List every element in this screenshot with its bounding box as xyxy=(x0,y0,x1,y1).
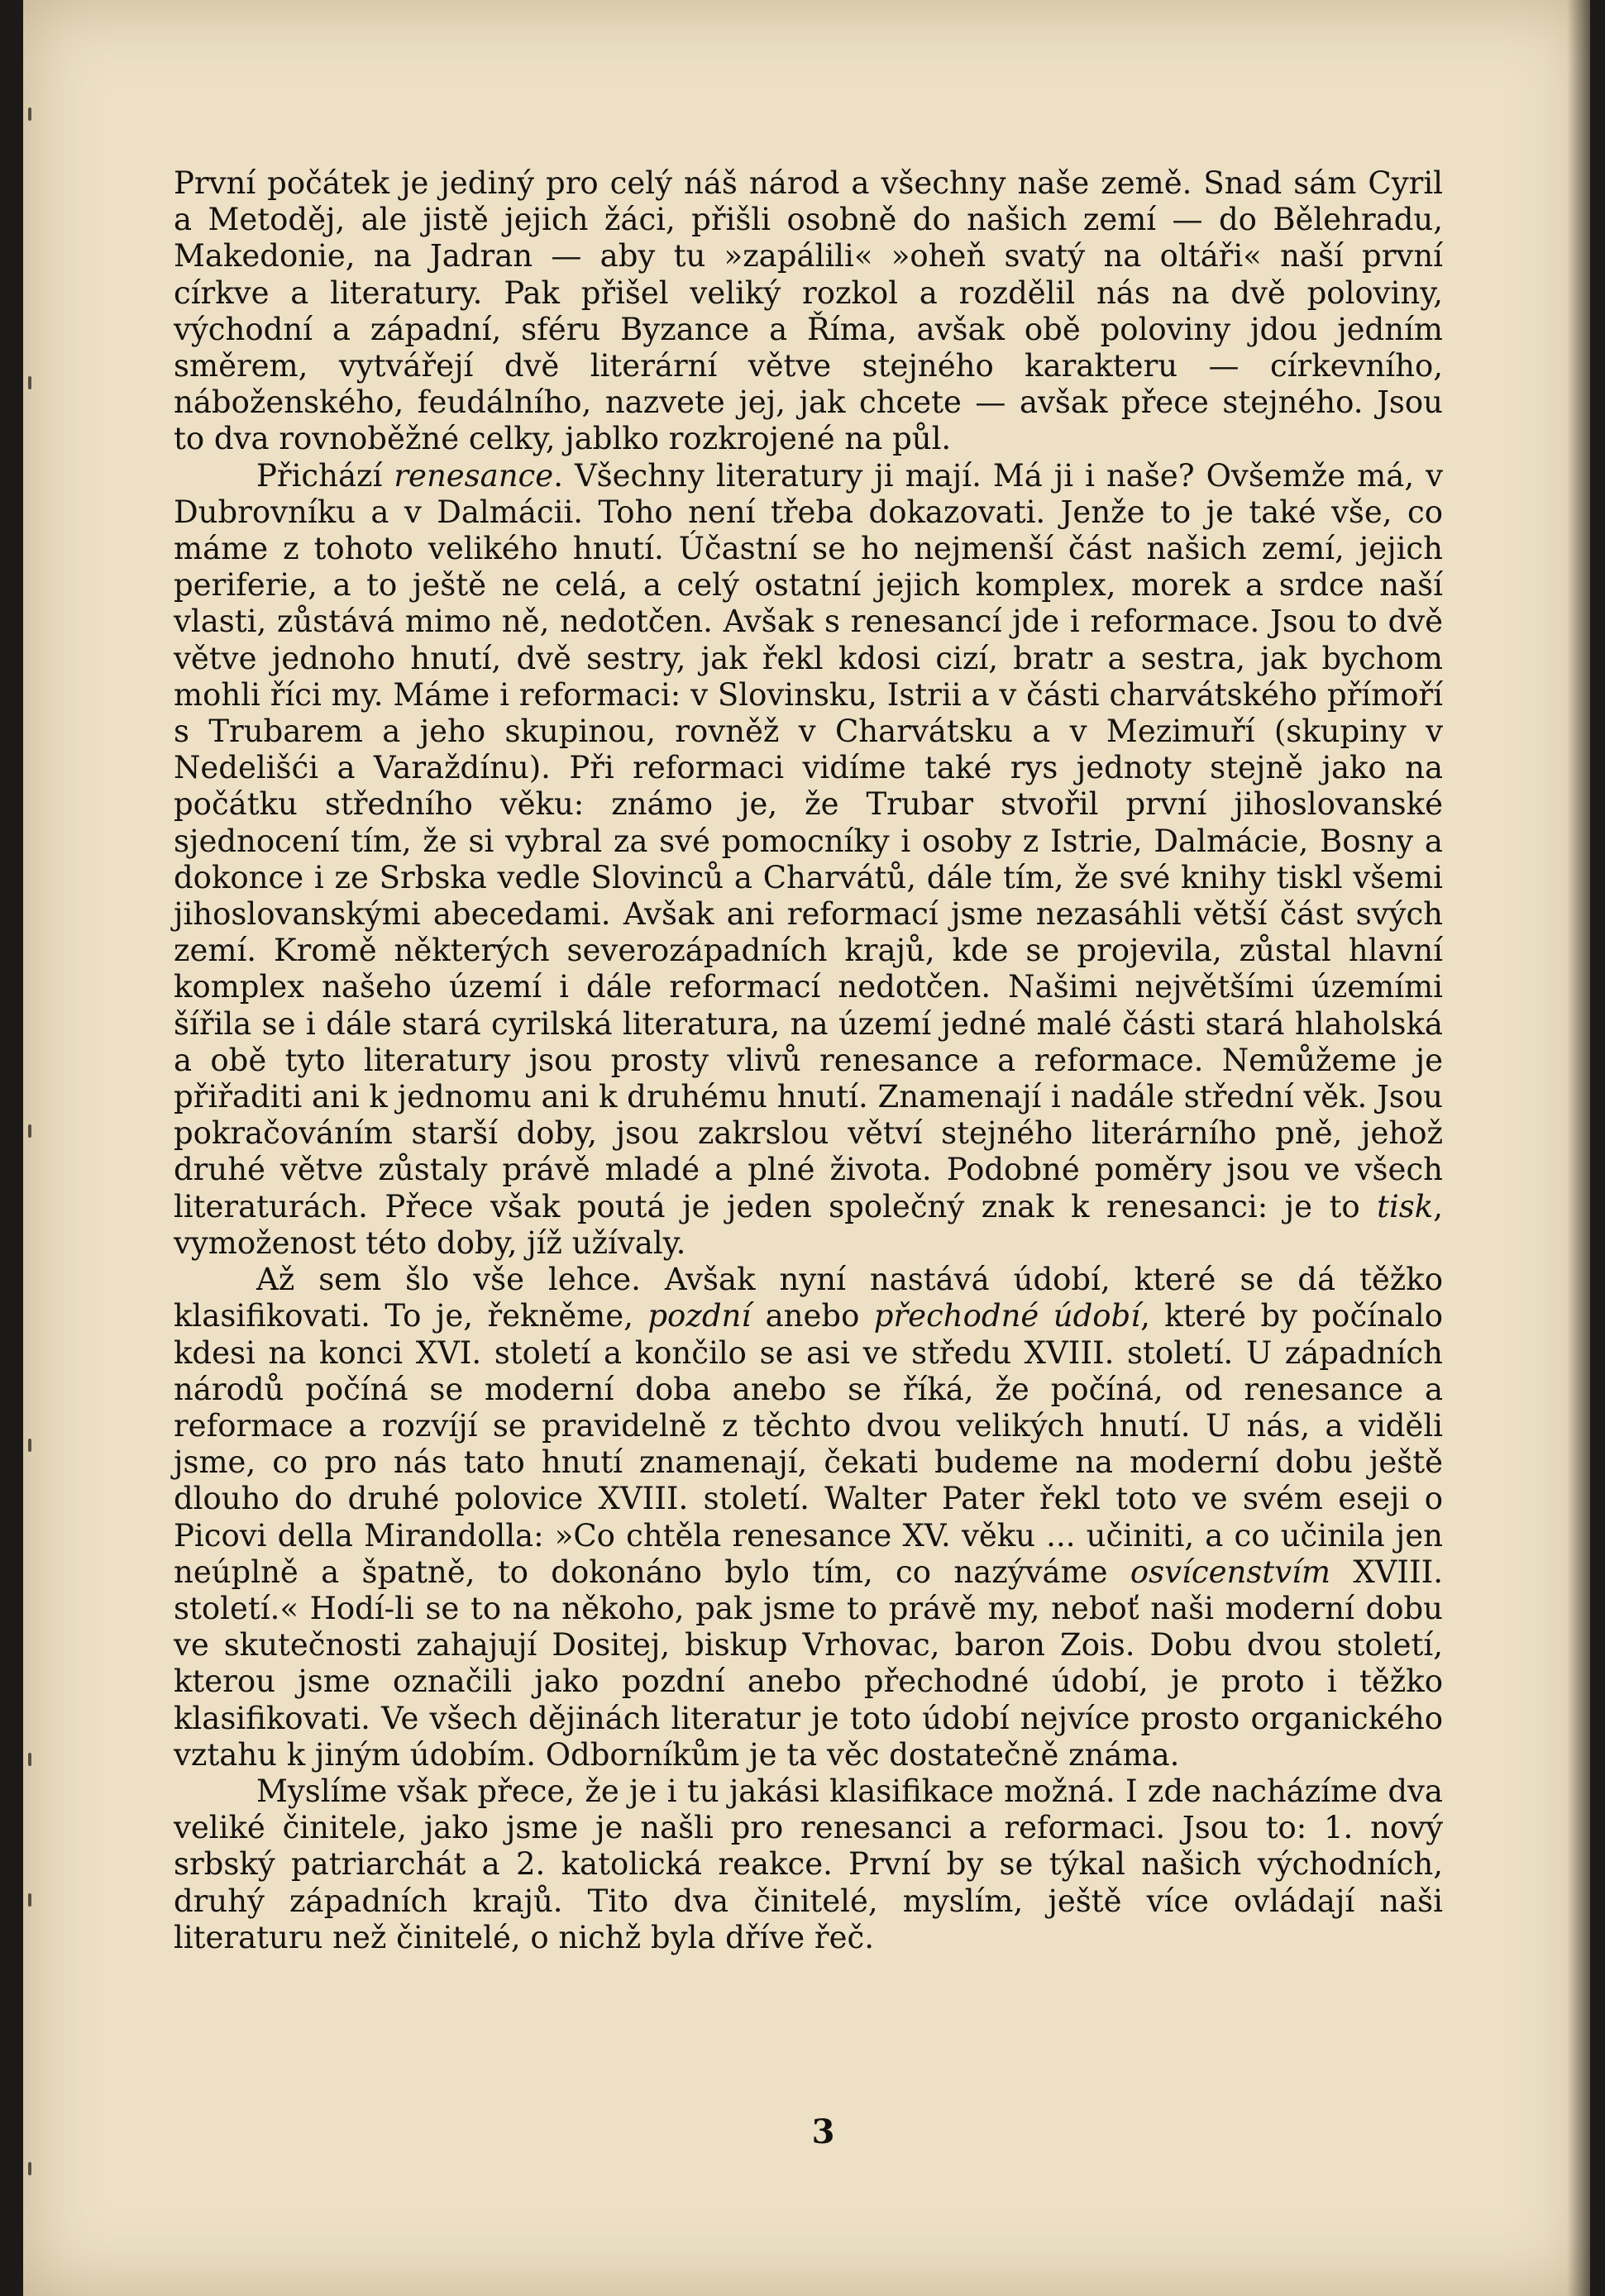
paragraph xyxy=(174,458,1443,1262)
text-run: První počátek je jediný pro celý náš národ a všechny naše země. Snad sám Cyril a Metoděj, ale jistě jejich žáci, přišli osobně do našich zemí — do Bělehradu, Makedonie, na Jadran — aby tu »zapálili« »oheň svatý na oltáři« naší první církve a literatury. Pak přišel veliký rozkol a rozdělil nás na dvě poloviny, východní a západní, sféru Byzance a Říma, avšak obě poloviny jdou jedním směrem, vytvářejí dvě literární větve stejného karakteru — církevního, náboženského, feudálního, nazvete jej, jak chcete — avšak přece stejného. Jsou to dva rovnoběžné celky, jablko rozkrojené na půl. xyxy=(174,165,1443,457)
emphasis-text: přechodné údobí xyxy=(873,1298,1141,1334)
text-run: , které by počínalo kdesi na konci XVI. století a končilo se asi ve středu XVIII. století. U západních národů počíná se moderní doba anebo se říká, že počíná, od renesance a reformace a rozvíjí se pravidelně z těchto dvou velikých hnutí. U nás, a viděli jsme, co pro nás tato hnutí znamenají, čekati budeme na moderní dobu ještě dlouho do druhé polovice XVIII. století. Walter Pater řekl toto ve svém eseji o Picovi della Mirandolla: »Co chtěla renesance XV. věku ... učiniti, a co učinila jen neúplně a špatně, to dokonáno bylo tím, co nazýváme xyxy=(174,1298,1443,1590)
margin-mark xyxy=(28,1124,31,1138)
margin-mark xyxy=(28,1439,31,1452)
paragraph xyxy=(174,1773,1443,1956)
margin-mark xyxy=(28,2162,31,2175)
emphasis-text: osvícenstvím xyxy=(1130,1554,1331,1590)
paragraph xyxy=(174,1262,1443,1773)
page-gutter xyxy=(1567,0,1590,2296)
page-number: 3 xyxy=(811,2112,835,2151)
emphasis-text: tisk xyxy=(1377,1188,1434,1224)
text-run: Přichází xyxy=(256,457,394,494)
text-run: anebo xyxy=(751,1298,874,1334)
text-run: Až sem šlo vše lehce. Avšak nyní nastává údobí, které se dá těžko klasifikovati. To je, řekněme, xyxy=(174,1262,1443,1334)
margin-mark xyxy=(28,1753,31,1766)
emphasis-text: pozdní xyxy=(647,1298,752,1334)
text-run: Myslíme však přece, že je i tu jakási klasifikace možná. I zde nacházíme dva veliké činitele, jako jsme je našli pro renesanci a reformaci. Jsou to: 1. nový srbský patriarchát a 2. katolická reakce. První by se týkal našich východních, druhý západních krajů. Tito dva činitelé, myslím, ještě více ovládají naši literaturu než činitelé, o nichž byla dříve řeč. xyxy=(174,1773,1443,1955)
text-run: . Všechny literatury ji mají. Má ji i naše? Ovšemže má, v Dubrovníku a v Dalmácii. Toho není třeba dokazovati. Jenže to je také vše, co máme z tohoto velikého hnutí. Účastní se ho nejmenší část našich zemí, jejich periferie, a to ještě ne celá, a celý ostatní jejich komplex, morek a srdce naší vlasti, zůstává mimo ně, nedotčen. Avšak s renesancí jde i reformace. Jsou to dvě větve jednoho hnutí, dvě sestry, jak řekl kdosi cizí, bratr a sestra, jak bychom mohli říci my. Máme i reformaci: v Slovinsku, Istrii a v části charvátského přímoří s Trubarem a jeho skupinou, rovněž v Charvátsku a v Mezimuří (skupiny v Nedelišći a Varaždínu). Při reformaci vidíme také rys jednoty stejně jako na počátku středního věku: známo je, že Trubar stvořil první jihoslovanské sjednocení tím, že si vybral za své pomocníky i osoby z Istrie, Dalmácie, Bosny a dokonce i ze Srbska vedle Slovinců a Charvátů, dále tím, že své knihy tiskl všemi jihoslovanskými abecedami. Avšak ani reformací jsme nezasáhli větší část svých zemí. Kromě některých severozápadních krajů, kde se projevila, zůstal hlavní komplex našeho území i dále reformací nedotčen. Našimi největšími územími šířila se i dále stará cyrilská literatura, na území jedné malé části stará hlaholská a obě tyto literatury jsou prosty vlivů renesance a reformace. Nemůžeme je přiřaditi ani k jednomu ani k druhému hnutí. Znamenají i nadále střední věk. Jsou pokračováním starší doby, jsou zakrslou větví stejného literárního pně, jehož druhé větve zůstaly právě mladé a plné života. Podobné poměry jsou ve všech literaturách. Přece však poutá je jeden společný znak k renesanci: je to xyxy=(174,457,1443,1224)
margin-mark xyxy=(28,1893,31,1907)
emphasis-text: renesance xyxy=(394,457,554,494)
text-run: , vymoženost této doby, jíž užívaly. xyxy=(174,1188,1443,1261)
book-page xyxy=(23,0,1590,2296)
body-text xyxy=(174,165,1443,1956)
margin-mark xyxy=(28,107,31,121)
text-run: XVIII. století.« Hodí-li se to na někoho, pak jsme to právě my, neboť naši moderní dobu ve skutečnosti zahajují Dositej, biskup Vrhovac, baron Zois. Dobu dvou století, kterou jsme označili jako pozdní anebo přechodné údobí, je proto i těžko klasifikovati. Ve všech dějinách literatur je toto údobí nejvíce prosto organického vztahu k jiným údobím. Odborníkům je ta věc dostatečně známa. xyxy=(174,1554,1443,1773)
paragraph xyxy=(174,165,1443,458)
margin-mark xyxy=(28,376,31,389)
